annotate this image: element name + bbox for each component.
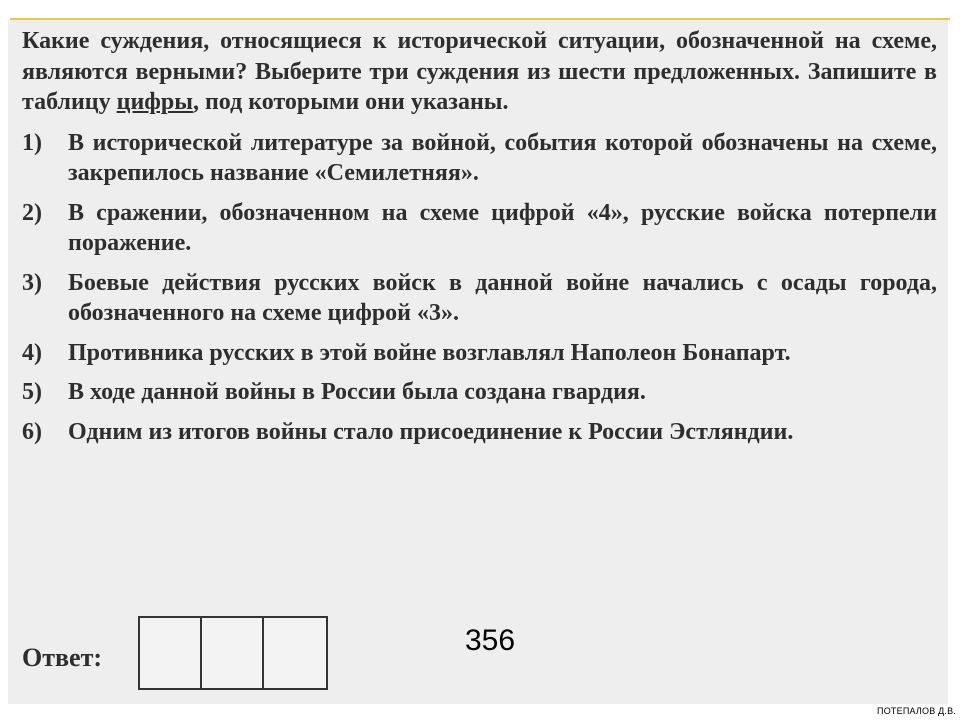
option-number: 6) [22, 418, 42, 445]
answer-value: 356 [465, 624, 516, 657]
option-4 [22, 338, 937, 369]
question-emphasis: цифры [116, 89, 193, 115]
option-number: 5) [22, 379, 42, 405]
question-outro: , под которыми они указаны. [192, 89, 509, 115]
option-text: Боевые действия русских войск в данной войне начались с осады города, обозначенного на схеме цифрой «3». [68, 269, 937, 326]
answer-label: Ответ: [22, 643, 103, 672]
option-6 [22, 417, 937, 448]
answer-cell-3[interactable] [264, 618, 326, 688]
option-5 [22, 377, 937, 408]
option-text: Одним из итогов войны стало присоединение к России Эстляндии. [68, 418, 794, 445]
author-credit: ПОТЕПАЛОВ Д.В. [877, 706, 956, 716]
option-2 [22, 198, 937, 259]
option-number: 4) [22, 339, 42, 366]
answer-table [138, 616, 328, 690]
option-3 [22, 268, 937, 329]
option-text: Противника русских в этой войне возглавлял Наполеон Бонапарт. [68, 339, 791, 366]
task-text [22, 26, 937, 456]
option-number: 1) [22, 129, 42, 156]
option-number: 2) [22, 199, 42, 226]
option-1 [22, 128, 937, 189]
option-text: В исторической литературе за войной, события которой обозначены на схеме, закрепилось название «Семилетняя». [68, 129, 937, 186]
question-intro: Какие суждения, относящиеся к исторической ситуации, обозначенной на схеме, являются верными? Выберите три суждения из шести предложенных. Запишите в таблицу [22, 28, 937, 115]
answer-cell-2[interactable] [202, 618, 264, 688]
option-text: В ходе данной войны в России была создана гвардия. [68, 379, 646, 405]
options-list [22, 128, 937, 448]
answer-cell-1[interactable] [140, 618, 202, 688]
option-number: 3) [22, 269, 42, 296]
question-text [22, 26, 937, 118]
option-text: В сражении, обозначенном на схеме цифрой «4», русские войска потерпели поражение. [68, 199, 937, 256]
